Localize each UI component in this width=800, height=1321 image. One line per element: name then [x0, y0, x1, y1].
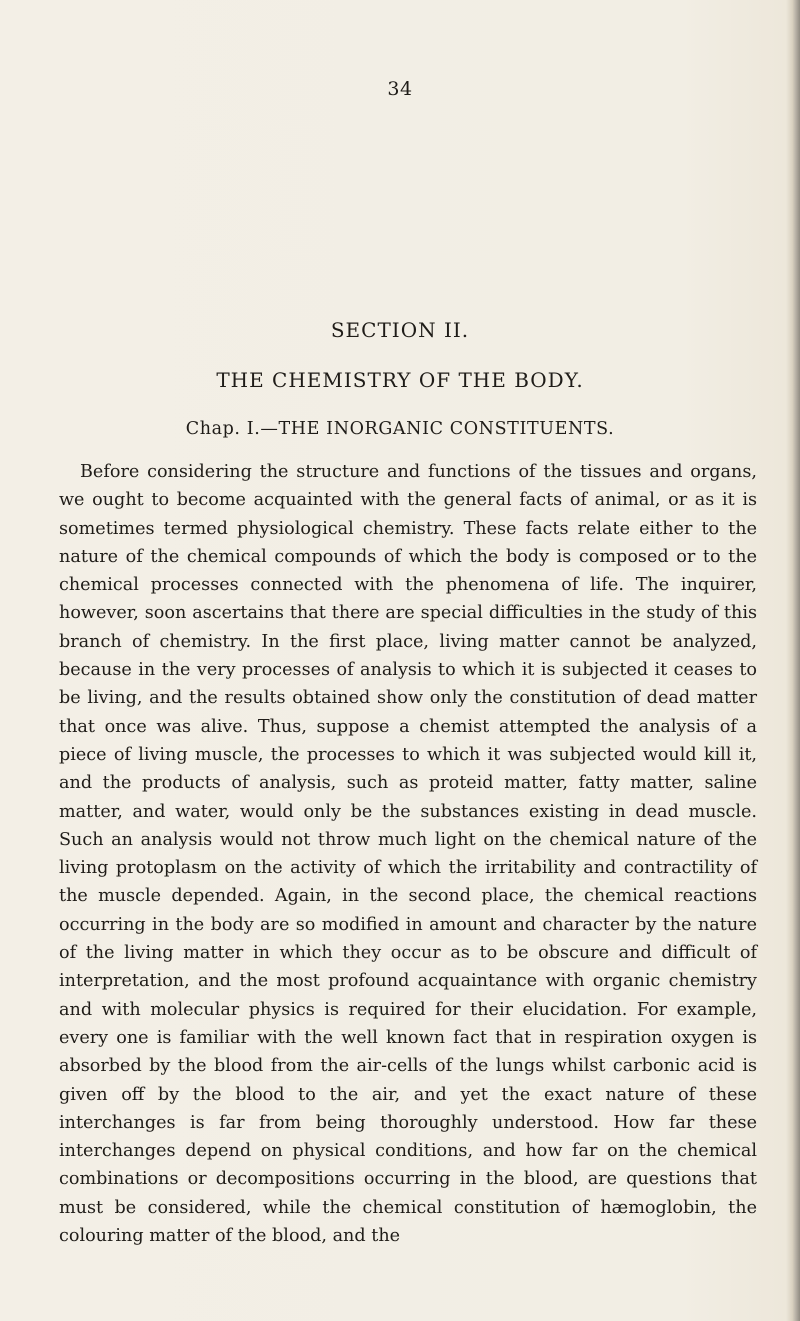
page-number: 34 — [387, 78, 413, 100]
body-paragraph: Before considering the structure and functions of the tissues and organs, we ought to become acquainted with the general facts of animal, or as it is sometimes termed physiological chemistry. These facts relate either to the nature of the chemical compounds of which the body is composed or to the chemical processes connected with the phenomena of life. The inquirer, however, soon ascertains that there are special difficulties in the study of this branch of chemistry. In the first place, living matter cannot be analyzed, because in the very processes of analysis to which it is subjected it ceases to be living, and the results obtained show only the constitution of dead matter that once was alive. Thus, suppose a chemist attempted the analysis of a piece of living muscle, the processes to which it was subjected would kill it, and the products of analysis, such as proteid matter, fatty matter, saline matter, and water, would only be the substances existing in dead muscle. Such an analysis would not throw much light on the chemical nature of the living protoplasm on the activity of which the irritability and contractility of the muscle depended. Again, in the second place, the chemical reactions occurring in the body are so modified in amount and character by the nature of the living matter in which they occur as to be obscure and difficult of interpretation, and the most profound acquaintance with organic chemistry and with molecular physics is required for their elucidation. For example, every one is familiar with the well known fact that in respiration oxygen is absorbed by the blood from the air-cells of the lungs whilst carbonic acid is given off by the blood to the air, and yet the exact nature of these interchanges is far from being thoroughly understood. How far these interchanges depend on physical conditions, and how far on the chemical combinations or decompositions occurring in the blood, are questions that must be considered, while the chemical constitution of hæmoglobin, the colouring matter of the blood, and the — [59, 462, 757, 1247]
page-edge-shadow — [786, 0, 800, 1321]
section-heading: SECTION II. — [330, 318, 470, 342]
chapter-heading: Chap. I.—THE INORGANIC CONSTITUENTS. — [185, 419, 615, 439]
page-title: THE CHEMISTRY OF THE BODY. — [216, 368, 584, 392]
